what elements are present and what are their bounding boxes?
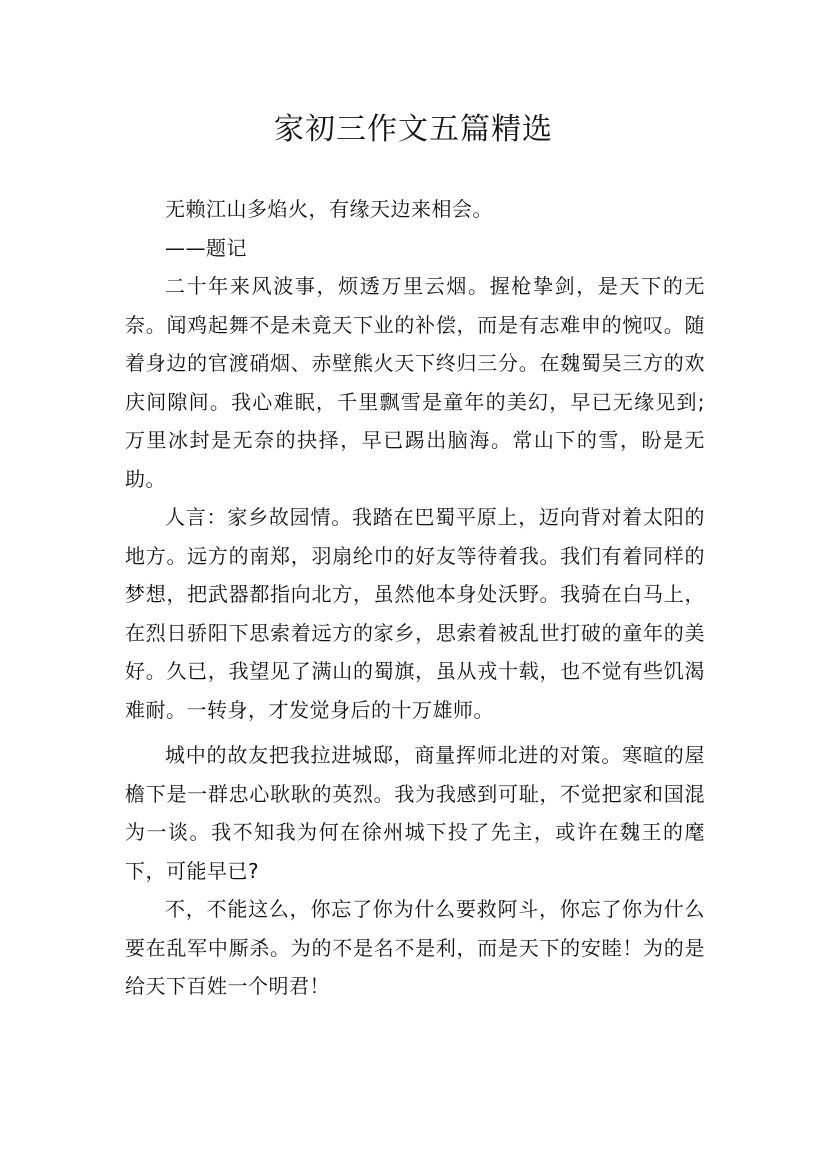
page-title: 家初三作文五篇精选 [274,112,553,147]
paragraph-epigraph: 无赖江山多焰火，有缘天边来相会。 [165,197,493,221]
document-body [125,190,705,1006]
paragraph-2: 人言：家乡故园情。我踏在巴蜀平原上，迈向背对着太阳的地方。远方的南郑，羽扇纶巾的好友等待着我。我们有着同样的梦想，把武器都指向北方，虽然他本身处沃野。我骑在白马上，在烈日骄阳下思索着远方的家乡，思索着被乱世打破的童年的美好。久已，我望见了满山的蜀旗，虽从戎十载，也不觉有些饥渴难耐。一转身，才发觉身后的十万雄师。 [125,505,705,722]
paragraph-3: 城中的故友把我拉进城邸，商量挥师北进的对策。寒暄的屋檐下是一群忠心耿耿的英烈。我为我感到可耻，不觉把家和国混为一谈。我不知我为何在徐州城下投了先主，或许在魏王的麾下，可能早已? [125,743,705,883]
paragraph-4: 不，不能这么，你忘了你为什么要救阿斗，你忘了你为什么要在乱军中厮杀。为的不是名不是利，而是天下的安睦！为的是给天下百姓一个明君！ [125,897,705,998]
paragraph-1: 二十年来风波事，烦透万里云烟。握枪挚剑，是天下的无奈。闻鸡起舞不是未竟天下业的补偿，而是有志难申的惋叹。随着身边的官渡硝烟、赤壁熊火天下终归三分。在魏蜀吴三方的欢庆间隙间。我心难眠，千里飘雪是童年的美幻，早已无缘见到;万里冰封是无奈的抉择，早已踢出脑海。常山下的雪，盼是无助。 [125,274,705,491]
paragraph-epigraph-note: ——题记 [165,235,247,260]
